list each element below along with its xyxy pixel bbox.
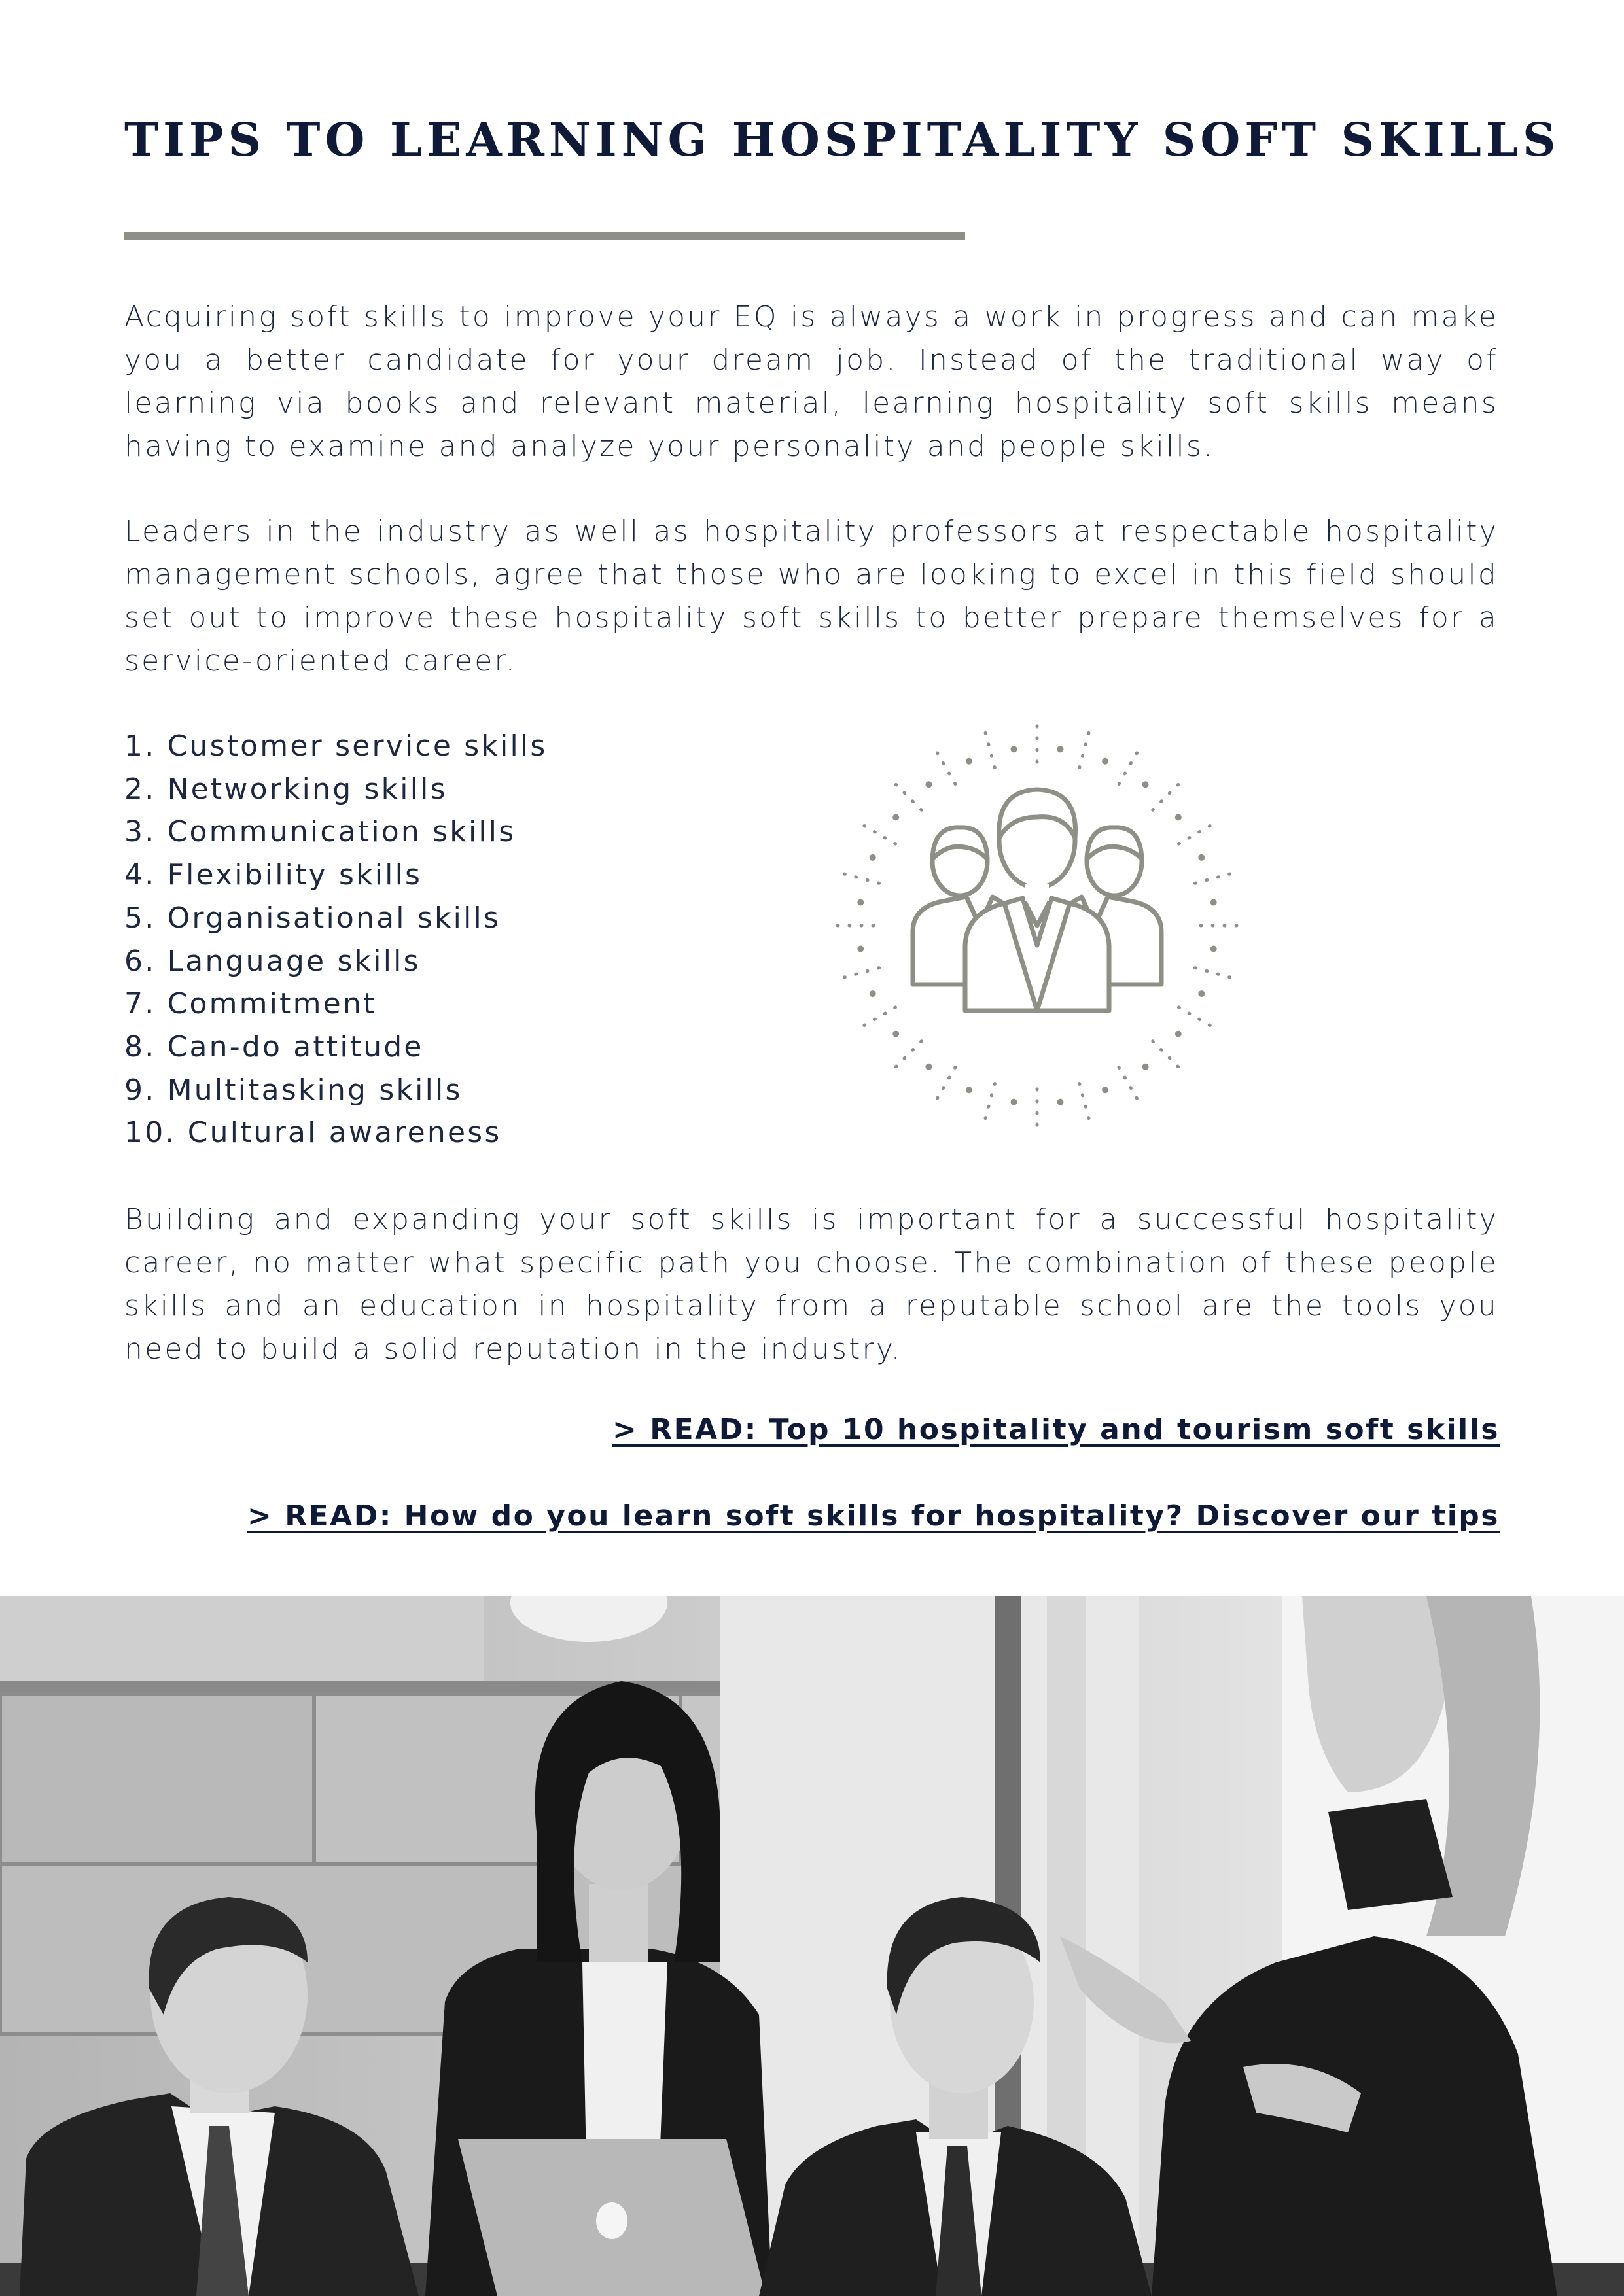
title-underline-rule [124,232,965,240]
list-item: 2. Networking skills [124,772,448,806]
conclusion-paragraph: Building and expanding your soft skills is important for a successful hospitality career, no matter what specific path you choose. The combination of these people skills and an education in hospitality from a reputable school are the tools you need to build a solid reputation in the industry. [124,1203,1498,1366]
list-item: 1. Customer service skills [124,729,548,763]
intro-paragraph: Acquiring soft skills to improve your EQ is always a work in progress and can make you a better candidate for your dream job. Instead of the traditional way of learning via books and relevant material, learning hospitality soft skills means having to examine and analyze your personality and people skills. [124,300,1498,463]
list-item: 8. Can-do attitude [124,1030,424,1064]
leaders-paragraph: Leaders in the industry as well as hospitality professors at respectable hospitality management schools, agree that those who are looking to excel in this field should set out to improve these hospitality soft skills to better prepare themselves for a service-oriented career. [124,515,1498,678]
list-item: 6. Language skills [124,944,421,978]
list-item: 10. Cultural awareness [124,1116,502,1150]
read-top10-soft-skills-link[interactable]: > READ: Top 10 hospitality and tourism soft skills [612,1413,1500,1446]
list-item: 3. Communication skills [124,815,516,849]
list-item: 5. Organisational skills [124,901,501,935]
read-how-to-learn-soft-skills-link[interactable]: > READ: How do you learn soft skills for hospitality? Discover our tips [247,1499,1500,1533]
list-item: 9. Multitasking skills [124,1073,463,1107]
skills-list [124,725,547,1155]
team-people-icon [821,710,1253,1141]
list-item: 7. Commitment [124,987,377,1021]
business-meeting-photo [0,1596,1624,2296]
page-title: TIPS TO LEARNING HOSPITALITY SOFT SKILLS [124,113,1561,167]
list-item: 4. Flexibility skills [124,858,423,892]
